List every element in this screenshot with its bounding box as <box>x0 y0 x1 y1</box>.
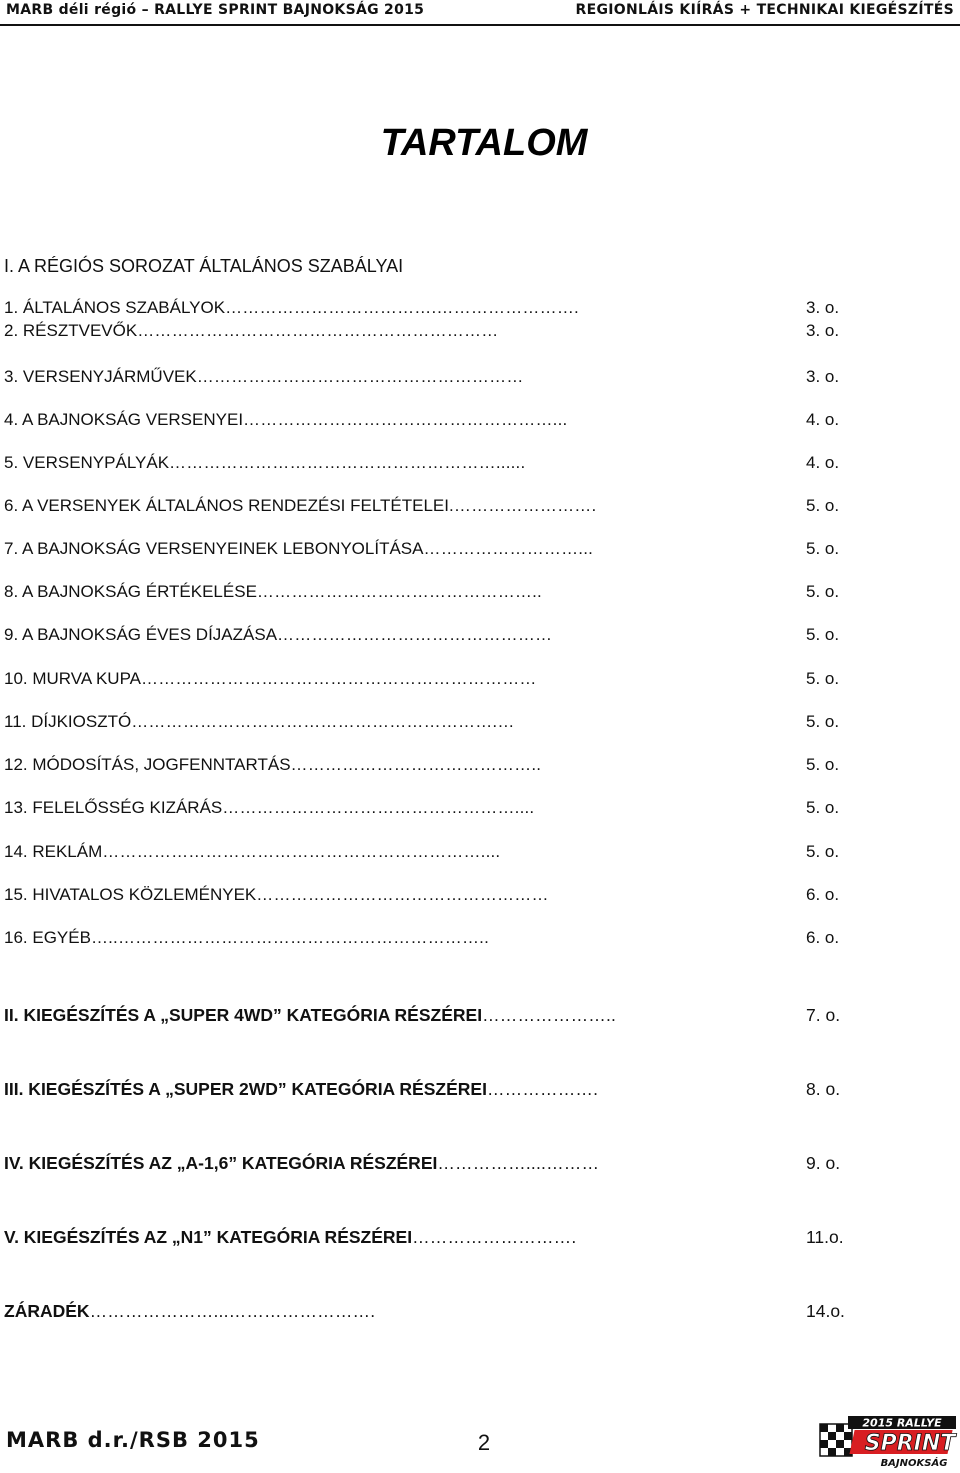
toc-entry[interactable] <box>4 366 840 388</box>
toc-entry-page: 3. o. <box>806 298 840 317</box>
toc-entry-leader: ………………………………………………... <box>243 410 568 429</box>
toc-entry-leader: …………………………………………………………… <box>141 669 537 688</box>
toc-entry[interactable] <box>4 841 840 863</box>
toc-entry-title: 4. A BAJNOKSÁG VERSENYEI <box>4 410 244 429</box>
toc-section-page: 9. o. <box>806 1153 841 1173</box>
toc-entry[interactable] <box>4 409 840 431</box>
toc-entry-leader: …………………………………………… <box>256 885 549 904</box>
toc-entry[interactable] <box>4 711 840 733</box>
toc-section-entry[interactable] <box>4 1226 844 1248</box>
toc-entry-title: 15. HIVATALOS KÖZLEMÉNYEK <box>4 885 257 904</box>
toc-entry[interactable] <box>4 884 840 906</box>
toc-entry-title: 8. A BAJNOKSÁG ÉRTÉKELÉSE <box>4 582 257 601</box>
rallye-sprint-logo <box>818 1414 958 1470</box>
toc-entry-page: 5. o. <box>806 755 840 774</box>
toc-entry-page: 3. o. <box>806 321 840 340</box>
toc-entry-leader: ………………………………………………… <box>196 367 524 386</box>
toc-entry[interactable] <box>4 320 840 342</box>
toc-section-page: 7. o. <box>806 1005 841 1025</box>
toc-entry-leader: …………………………………………………...... <box>169 453 526 472</box>
toc-entry-title: 9. A BAJNOKSÁG ÉVES DÍJAZÁSA <box>4 625 278 644</box>
toc-entry-title: 10. MURVA KUPA <box>4 669 141 688</box>
toc-section-page: 8. o. <box>806 1079 841 1099</box>
toc-entry-page: 4. o. <box>806 410 840 429</box>
toc-entry-title: 11. DÍJKIOSZTÓ <box>4 712 132 731</box>
toc-entry[interactable] <box>4 927 840 949</box>
toc-entry-title: 16. EGYÉB <box>4 928 91 947</box>
page-header <box>0 0 960 26</box>
toc-entry[interactable] <box>4 297 840 319</box>
toc-entry-leader: ………………………………………… <box>277 625 553 644</box>
toc-entry-leader: ……………………………………………………… <box>137 321 499 340</box>
page-number: 2 <box>477 1430 491 1455</box>
toc-entry[interactable] <box>4 538 840 560</box>
toc-section-entry[interactable] <box>4 1004 841 1026</box>
toc-entry-page: 4. o. <box>806 453 840 472</box>
toc-entry[interactable] <box>4 797 840 819</box>
checkered-flag-icon <box>820 1424 852 1456</box>
toc-entry-page: 3. o. <box>806 367 840 386</box>
header-left-text: MARB déli régió – RALLYE SPRINT BAJNOKSÁG 2015 <box>6 2 425 18</box>
toc-entry-title: 2. RÉSZTVEVŐK <box>4 321 138 340</box>
toc-entry-leader: ……………………………….……………………. <box>225 298 579 317</box>
toc-entry[interactable] <box>4 668 840 690</box>
toc-section-title: ZÁRADÉK <box>4 1301 90 1321</box>
toc-section-title: V. KIEGÉSZÍTÉS AZ „N1” KATEGÓRIA RÉSZÉREI <box>4 1227 413 1247</box>
toc-entry-leader: ………………………………………….. <box>256 582 542 601</box>
toc-entry-title: 7. A BAJNOKSÁG VERSENYEINEK LEBONYOLÍTÁSA <box>4 539 424 558</box>
toc-entry-page: 5. o. <box>806 669 840 688</box>
toc-section-title: IV. KIEGÉSZÍTÉS AZ „A-1,6” KATEGÓRIA RÉSZÉREI <box>4 1153 438 1173</box>
toc-entry-title: 6. A VERSENYEK ÁLTALÁNOS RENDEZÉSI FELTÉTELEI <box>4 496 449 515</box>
toc-entry-page: 5. o. <box>806 582 840 601</box>
toc-section-leader: …………………...……………………. <box>89 1301 376 1321</box>
toc-section-entry[interactable] <box>4 1300 845 1322</box>
logo-main-text: SPRINT <box>864 1431 956 1456</box>
toc-entry-page: 5. o. <box>806 625 840 644</box>
toc-section-title: II. KIEGÉSZÍTÉS A „SUPER 4WD” KATEGÓRIA RÉSZÉREI <box>4 1005 483 1025</box>
toc-section-entry[interactable] <box>4 1152 841 1174</box>
toc-section-leader: ………………. <box>486 1079 599 1099</box>
toc-entry-title: 14. REKLÁM <box>4 842 103 861</box>
toc-section-leader: ………………………. <box>412 1227 577 1247</box>
toc-entry-page: 6. o. <box>806 928 840 947</box>
toc-section-leader: ……………....……… <box>437 1153 600 1173</box>
toc-entry[interactable] <box>4 624 840 646</box>
toc-entry-page: 5. o. <box>806 798 840 817</box>
toc-entry-leader: …………………………………………….... <box>222 798 535 817</box>
toc-section-page: 14.o. <box>806 1301 845 1321</box>
toc-entry-title: 3. VERSENYJÁRMŰVEK <box>4 367 197 386</box>
toc-entry-page: 5. o. <box>806 496 840 515</box>
logo-sub-text: BAJNOKSÁG <box>880 1458 948 1469</box>
toc-entry[interactable] <box>4 754 840 776</box>
toc-entry-title: 12. MÓDOSÍTÁS, JOGFENNTARTÁS <box>4 755 291 774</box>
toc-section-leader: ………………….. <box>482 1005 617 1025</box>
toc-section-page: 11.o. <box>806 1227 844 1247</box>
page-title: TARTALOM <box>380 122 588 164</box>
toc-entry-page: 5. o. <box>806 712 840 731</box>
header-right-text: REGIONLÁIS KIÍRÁS + TECHNIKAI KIEGÉSZÍTÉS <box>575 2 954 18</box>
toc-entry-leader: ……………………………………………………….… <box>131 712 515 731</box>
footer-left-text: MARB d.r./RSB 2015 <box>6 1428 260 1452</box>
logo-year-text: 2015 RALLYE <box>862 1416 942 1430</box>
toc-entry-leader: …..……………………………………………………….. <box>90 928 490 947</box>
toc-entry[interactable] <box>4 581 840 603</box>
toc-entry-leader: ………………………... <box>423 539 594 558</box>
toc-entry-title: 1. ÁLTALÁNOS SZABÁLYOK <box>4 298 226 317</box>
toc-entry-leader: ………………………………………………………….... <box>102 842 501 861</box>
toc-section-title: III. KIEGÉSZÍTÉS A „SUPER 2WD” KATEGÓRIA RÉSZÉREI <box>4 1079 487 1099</box>
toc-entry-leader: …………………………………….. <box>290 755 542 774</box>
toc-entry-page: 5. o. <box>806 842 840 861</box>
toc-section-entry[interactable] <box>4 1078 841 1100</box>
toc-entry-title: 13. FELELŐSSÉG KIZÁRÁS <box>4 798 223 817</box>
toc-entry-title: 5. VERSENYPÁLYÁK <box>4 453 170 472</box>
toc-entry[interactable] <box>4 452 840 474</box>
toc-entry[interactable] <box>4 495 840 517</box>
section-heading-1: I. A RÉGIÓS SOROZAT ÁLTALÁNOS SZABÁLYAI <box>4 256 404 276</box>
toc-entry-page: 6. o. <box>806 885 840 904</box>
toc-entry-leader: .……………………. <box>448 496 597 515</box>
toc-entry-page: 5. o. <box>806 539 840 558</box>
